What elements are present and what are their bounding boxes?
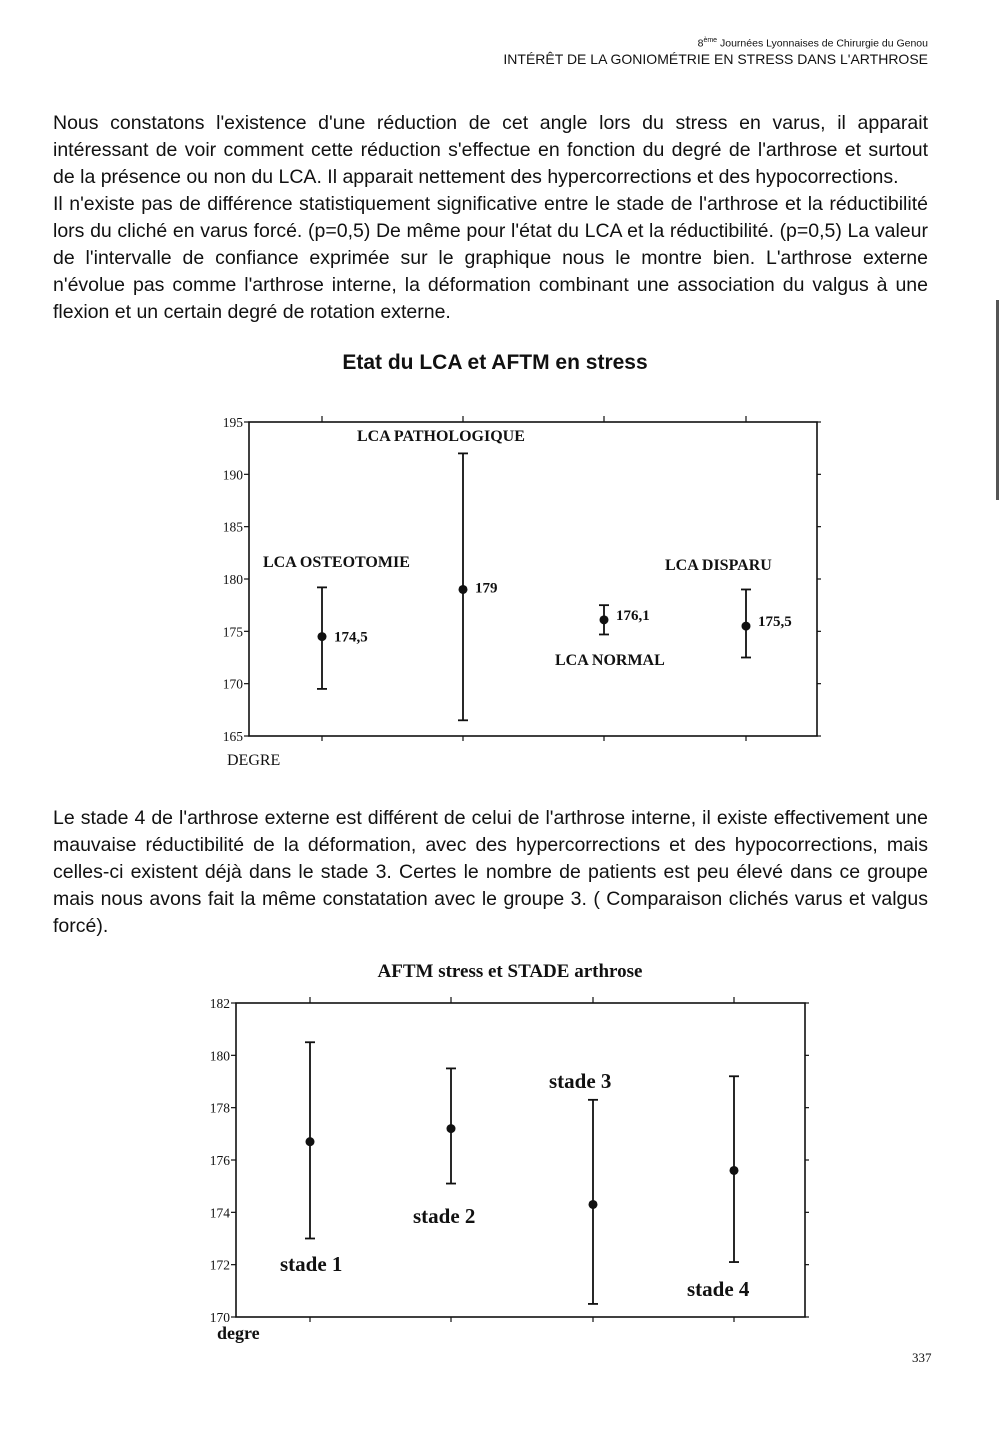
y-tick-label: 185 <box>222 519 243 535</box>
chart1-title: Etat du LCA et AFTM en stress <box>342 351 648 374</box>
chart2-title: AFTM stress et STADE arthrose <box>377 961 643 982</box>
value-label: 174,5 <box>334 629 368 646</box>
y-tick-label: 170 <box>222 676 243 692</box>
series-label: LCA OSTEOTOMIE <box>263 554 410 571</box>
scan-edge-mark <box>996 300 999 500</box>
y-tick-label: 176 <box>209 1153 230 1168</box>
y-tick-label: 182 <box>209 996 230 1011</box>
plot-frame <box>249 422 817 736</box>
paragraph-stade <box>53 805 928 940</box>
series-label: LCA NORMAL <box>555 652 665 669</box>
series-label: stade 2 <box>413 1204 476 1228</box>
series-label: stade 4 <box>687 1277 750 1301</box>
conference-ordinal: 8 <box>697 37 704 50</box>
y-tick-label: 178 <box>209 1100 230 1116</box>
mean-point <box>459 585 468 594</box>
conference-ordinal-suffix: ème <box>703 37 718 44</box>
mean-point <box>589 1200 598 1209</box>
series-label: LCA DISPARU <box>665 557 772 574</box>
page-number: 337 <box>912 1350 932 1365</box>
paragraph-1a: Nous constatons l'existence d'une réduction de cet angle lors du stress en varus, il apparait intéressant de voir comment cette réduction s'effectue en fonction du degré de l'arthrose et surtout de la présence ou non du LCA. Il apparait nettement des hypercorrections et des hypocorrections. <box>53 112 928 188</box>
chart-aftm-stade <box>0 985 1000 1365</box>
y-tick-label: 165 <box>222 729 243 744</box>
paragraph-1b: Il n'existe pas de différence statistiquement significative entre le stade de l'arthrose et la réductibilité lors du cliché en varus forcé. (p=0,5) De même pour l'état du LCA et la réductibilité. (p=0,5) La valeur de l'intervalle de confiance exprimée sur le graphique nous le montre bien. L'arthrose externe n'évolue pas comme l'arthrose interne, la déformation combinant une association du valgus à une flexion et un certain degré de rotation externe. <box>53 193 928 323</box>
mean-point <box>447 1124 456 1133</box>
mean-point <box>742 622 751 631</box>
y-tick-label: 174 <box>209 1205 230 1221</box>
value-label: 175,5 <box>758 614 792 631</box>
conference-header <box>698 37 928 50</box>
y-tick-label: 180 <box>209 1048 230 1064</box>
value-label: 176,1 <box>616 607 650 624</box>
mean-point <box>600 615 609 624</box>
series-label: stade 1 <box>280 1252 343 1276</box>
mean-point <box>318 632 327 641</box>
paragraph-intro <box>53 110 928 326</box>
y-tick-label: 172 <box>209 1257 230 1273</box>
mean-point <box>730 1166 739 1175</box>
y-tick-label: 175 <box>222 624 243 640</box>
y-axis-label: degre <box>217 1323 260 1343</box>
y-tick-label: 180 <box>222 572 243 587</box>
y-tick-label: 190 <box>222 467 243 483</box>
article-title: INTÉRÊT DE LA GONIOMÉTRIE EN STRESS DANS L'ARTHROSE <box>503 51 928 67</box>
paragraph-2: Le stade 4 de l'arthrose externe est différent de celui de l'arthrose interne, il existe effectivement une mauvaise réductibilité de la déformation, avec des hypercorrections et des hypocorrections, mais celles-ci existent déjà dans le stade 3. Certes le nombre de patients est peu élevé dans ce groupe mais nous avons fait la même constatation avec le groupe 3. ( Comparaison clichés varus et valgus forcé). <box>53 807 928 937</box>
y-tick-label: 195 <box>222 415 243 430</box>
conference-name: Journées Lyonnaises de Chirurgie du Genou <box>717 37 928 50</box>
mean-point <box>306 1137 315 1146</box>
series-label: LCA PATHOLOGIQUE <box>357 428 525 445</box>
series-label: stade 3 <box>549 1069 612 1093</box>
y-axis-label: DEGRE <box>227 752 281 769</box>
value-label: 179 <box>475 580 498 597</box>
y-tick-label: 170 <box>209 1310 230 1325</box>
chart-lca-aftm <box>0 400 1000 780</box>
